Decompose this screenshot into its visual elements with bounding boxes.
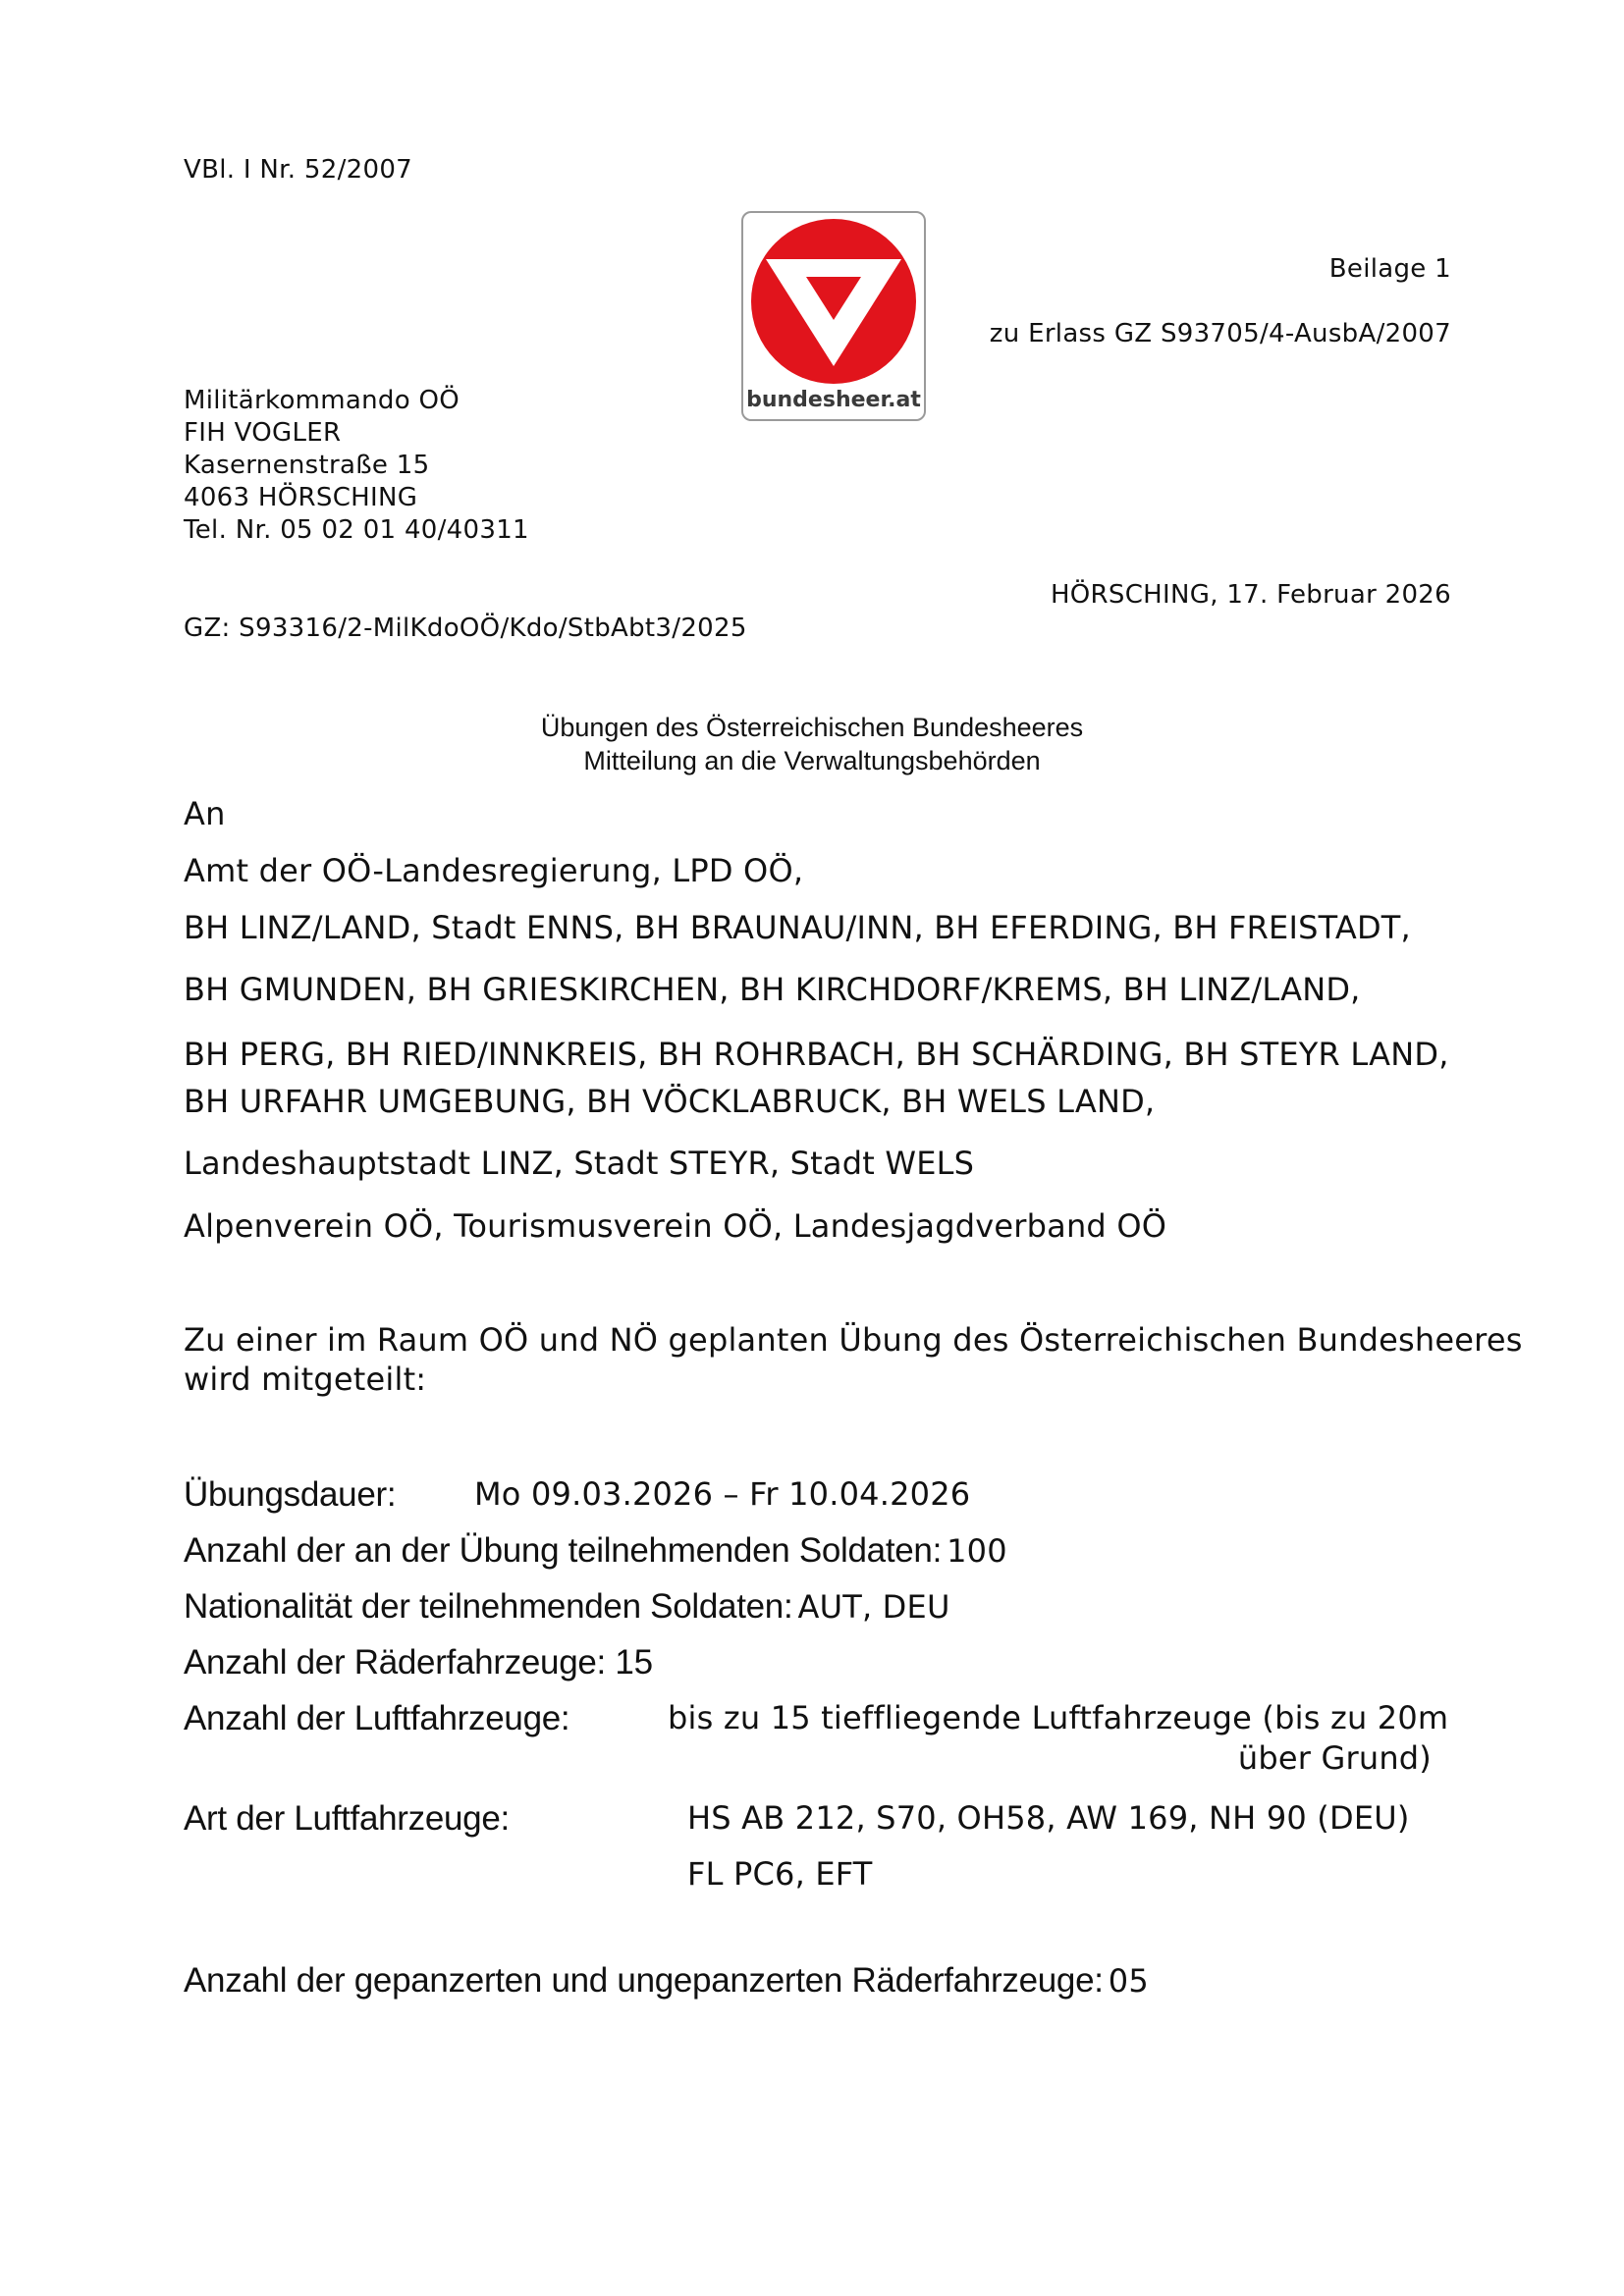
recipient-line: Landeshauptstadt LINZ, Stadt STEYR, Stadt WELS [184,1145,975,1182]
vbl-reference: VBl. I Nr. 52/2007 [184,155,413,185]
soldaten-label: Anzahl der an der Übung teilnehmenden Soldaten: [184,1531,943,1570]
luft-value: bis zu 15 tieffliegende Luftfahrzeuge (bis zu 20m [668,1699,1449,1736]
nation-label: Nationalität der teilnehmenden Soldaten: [184,1587,793,1626]
dauer-value: Mo 09.03.2026 – Fr 10.04.2026 [474,1475,971,1513]
erlass-reference: zu Erlass GZ S93705/4-AusbA/2007 [989,319,1451,348]
luft-label: Anzahl der Luftfahrzeuge: [184,1699,570,1737]
nation-value: AUT, DEU [797,1588,950,1626]
intro-text: Zu einer im Raum OÖ und NÖ geplanten Übung des Österreichischen Bundesheeres [184,1321,1523,1359]
sender-line: Tel. Nr. 05 02 01 40/40311 [184,515,529,545]
recipient-line: Alpenverein OÖ, Tourismusverein OÖ, Landesjagdverband OÖ [184,1207,1167,1245]
soldaten-value: 100 [947,1532,1007,1570]
art-label: Art der Luftfahrzeuge: [184,1799,510,1838]
intro-text-cont: wird mitgeteilt: [184,1361,427,1398]
dauer-label: Übungsdauer: [184,1475,397,1514]
recipient-line: Amt der OÖ-Landesregierung, LPD OÖ, [184,852,804,889]
recipient-line: BH URFAHR UMGEBUNG, BH VÖCKLABRUCK, BH WELS LAND, [184,1083,1156,1120]
recipient-line: BH LINZ/LAND, Stadt ENNS, BH BRAUNAU/INN, BH EFERDING, BH FREISTADT, [184,909,1411,946]
sender-line: 4063 HÖRSCHING [184,483,418,512]
document-subtitle: Mitteilung an die Verwaltungsbehörden [583,746,1041,775]
art-value-cont: FL PC6, EFT [687,1855,873,1893]
panzer-label: Anzahl der gepanzerten und ungepanzerten Räderfahrzeuge: [184,1961,1104,2000]
sender-line: FIH VOGLER [184,418,342,448]
gz-reference: GZ: S93316/2-MilKdoOÖ/Kdo/StbAbt3/2025 [184,614,747,643]
bundesheer-logo [741,211,926,421]
nation-row [184,1587,950,1627]
luft-value-cont: über Grund) [1237,1739,1432,1777]
recipient-line: BH PERG, BH RIED/INNKREIS, BH ROHRBACH, BH SCHÄRDING, BH STEYR LAND, [184,1036,1449,1073]
place-date: HÖRSCHING, 17. Februar 2026 [1050,580,1451,610]
sender-line: Kasernenstraße 15 [184,451,430,480]
soldaten-row [184,1531,1007,1571]
sender-line: Militärkommando OÖ [184,386,460,415]
logo-text: bundesheer.at [746,388,921,412]
panzer-row [184,1961,1149,2001]
document-title: Übungen des Österreichischen Bundesheeres [540,713,1084,742]
art-value: HS AB 212, S70, OH58, AW 169, NH 90 (DEU) [687,1799,1410,1837]
beilage-label: Beilage 1 [1328,254,1451,284]
recipients-heading: An [184,795,226,832]
raeder-label: Anzahl der Räderfahrzeuge: 15 [184,1643,653,1682]
bundesheer-emblem-icon [749,217,918,386]
sender-address [184,385,529,547]
recipient-line: BH GMUNDEN, BH GRIESKIRCHEN, BH KIRCHDORF/KREMS, BH LINZ/LAND, [184,971,1361,1008]
panzer-value: 05 [1108,1962,1149,2000]
